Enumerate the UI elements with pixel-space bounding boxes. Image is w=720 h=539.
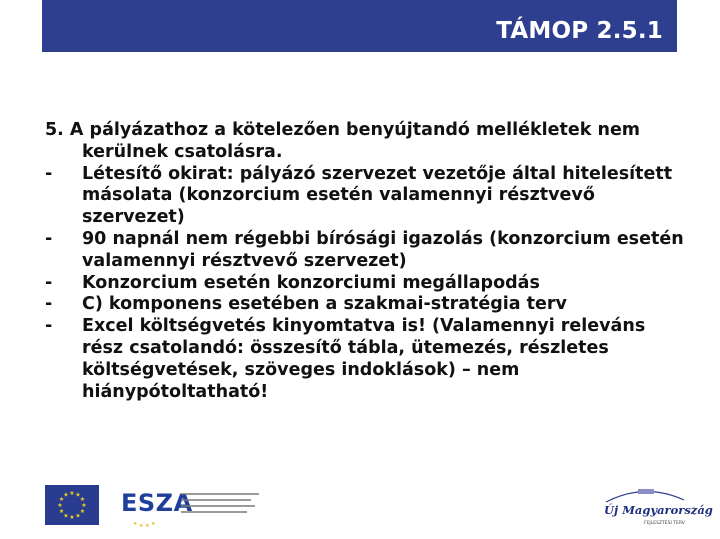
svg-text:★: ★ — [57, 502, 63, 509]
intro-paragraph: 5. A pályázathoz a kötelezően benyújtandó mellékletek nem kerülnek csatolásra. — [45, 120, 641, 162]
svg-text:★: ★ — [75, 512, 81, 520]
svg-text:★: ★ — [79, 496, 86, 503]
svg-text:★: ★ — [63, 512, 69, 520]
svg-text:★: ★ — [81, 502, 87, 509]
uj-magyarorszag-logo — [600, 480, 713, 530]
bullet-dash: - — [45, 228, 53, 249]
svg-text:★: ★ — [63, 491, 69, 499]
bullet-dash: - — [45, 316, 53, 337]
header-bar — [42, 0, 677, 52]
page-title: TÁMOP 2.5.1 — [496, 18, 663, 44]
list-item — [45, 316, 685, 403]
main-content — [45, 120, 685, 403]
svg-text:★: ★ — [139, 523, 144, 529]
list-item — [45, 164, 685, 229]
svg-text:★: ★ — [151, 521, 156, 527]
list-item-text: Excel költségvetés kinyomtatva is! (Valamennyi releváns rész csatolandó: összesítő tábla, ütemezés, részletes költségvetések, szöveges indoklások) – nem hiánypótoltatható! — [82, 316, 646, 402]
eu-flag-logo — [45, 485, 99, 525]
list-item — [45, 273, 685, 295]
esza-logo-text: ESZA — [121, 489, 193, 517]
list-item-text: C) komponens esetében a szakmai-stratégia terv — [82, 294, 567, 315]
uj-logo-subtext: FEJLESZTÉSI TERV — [644, 521, 685, 526]
svg-text:★: ★ — [75, 491, 81, 499]
bullet-dash: - — [45, 294, 53, 315]
list-item-text: Konzorcium esetén konzorciumi megállapodás — [82, 272, 540, 293]
svg-text:★: ★ — [145, 523, 150, 529]
list-item-text: 90 napnál nem régebbi bírósági igazolás (konzorcium esetén valamennyi résztvevő szervezet) — [82, 228, 684, 271]
list-item — [45, 229, 685, 273]
bullet-dash: - — [45, 163, 53, 184]
svg-text:★: ★ — [69, 514, 75, 521]
svg-text:★: ★ — [79, 508, 86, 515]
esza-logo — [119, 481, 264, 529]
svg-text:★: ★ — [58, 496, 65, 503]
list-item — [45, 294, 685, 316]
bullet-dash: - — [45, 272, 53, 293]
uj-logo-text: Új Magyarország — [604, 503, 713, 517]
svg-text:★: ★ — [69, 490, 75, 497]
svg-text:★: ★ — [133, 521, 138, 527]
list-item-text: Létesítő okirat: pályázó szervezet vezetője által hitelesített másolata (konzorcium esetén valamennyi résztvevő szervezet) — [82, 163, 673, 228]
svg-text:★: ★ — [58, 508, 65, 515]
bullet-list — [45, 164, 685, 404]
